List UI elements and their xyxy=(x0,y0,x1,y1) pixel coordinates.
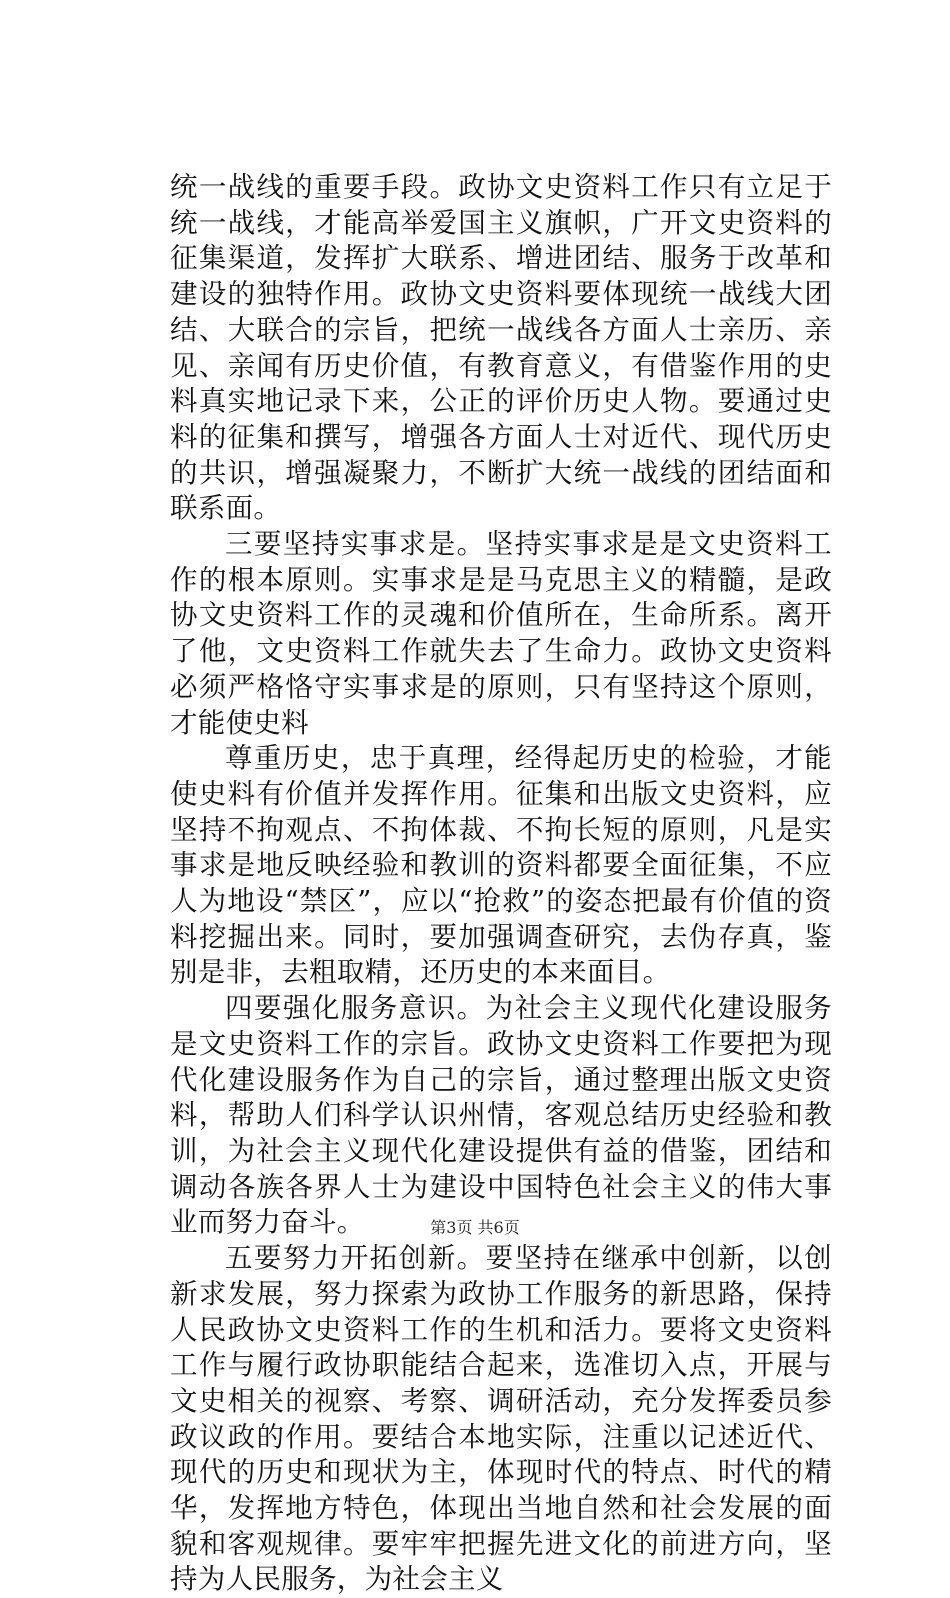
paragraph-4: 四要强化服务意识。为社会主义现代化建设服务是文史资料工作的宗旨。政协文史资料工作要把为现代化建设服务作为自己的宗旨，通过整理出版文史资料，帮助人们科学认识州情，客观总结历史经验和教训，为社会主义现代化建设提供有益的借鉴，团结和调动各族各界人士为建设中国特色社会主义的伟大事业而努力奋斗。 xyxy=(170,992,832,1239)
body-text xyxy=(170,170,832,1598)
page-number-footer: 第3页 共6页 xyxy=(430,1218,520,1237)
paragraph-3: 尊重历史，忠于真理，经得起历史的检验，才能使史料有价值并发挥作用。征集和出版文史资料，应坚持不拘观点、不拘体裁、不拘长短的原则，凡是实事求是地反映经验和教训的资料都要全面征集，不应人为地设“禁区”，应以“抢救”的姿态把最有价值的资料挖掘出来。同时，要加强调查研究，去伪存真，鉴别是非，去粗取精，还历史的本来面目。 xyxy=(170,742,832,989)
paragraph-2: 三要坚持实事求是。坚持实事求是是文史资料工作的根本原则。实事求是是马克思主义的精髓，是政协文史资料工作的灵魂和价值所在，生命所系。离开了他，文史资料工作就失去了生命力。政协文史资料必须严格恪守实事求是的原则，只有坚持这个原则，才能使史料 xyxy=(170,528,832,739)
paragraph-5: 五要努力开拓创新。要坚持在继承中创新，以创新求发展，努力探索为政协工作服务的新思路，保持人民政协文史资料工作的生机和活力。要将文史资料工作与履行政协职能结合起来，选准切入点，开展与文史相关的视察、考察、调研活动，充分发挥委员参政议政的作用。要结合本地实际，注重以记述近代、现代的历史和现状为主，体现时代的特点、时代的精华，发挥地方特色，体现出当地自然和社会发展的面貌和客观规律。要牢牢把握先进文化的前进方向，坚持为人民服务，为社会主义 xyxy=(170,1242,832,1596)
paragraph-1: 统一战线的重要手段。政协文史资料工作只有立足于统一战线，才能高举爱国主义旗帜，广开文史资料的征集渠道，发挥扩大联系、增进团结、服务于改革和建设的独特作用。政协文史资料要体现统一战线大团结、大联合的宗旨，把统一战线各方面人士亲历、亲见、亲闻有历史价值，有教育意义，有借鉴作用的史料真实地记录下来，公正的评价历史人物。要通过史料的征集和撰写，增强各方面人士对近代、现代历史的共识，增强凝聚力，不断扩大统一战线的团结面和联系面。 xyxy=(170,171,832,525)
